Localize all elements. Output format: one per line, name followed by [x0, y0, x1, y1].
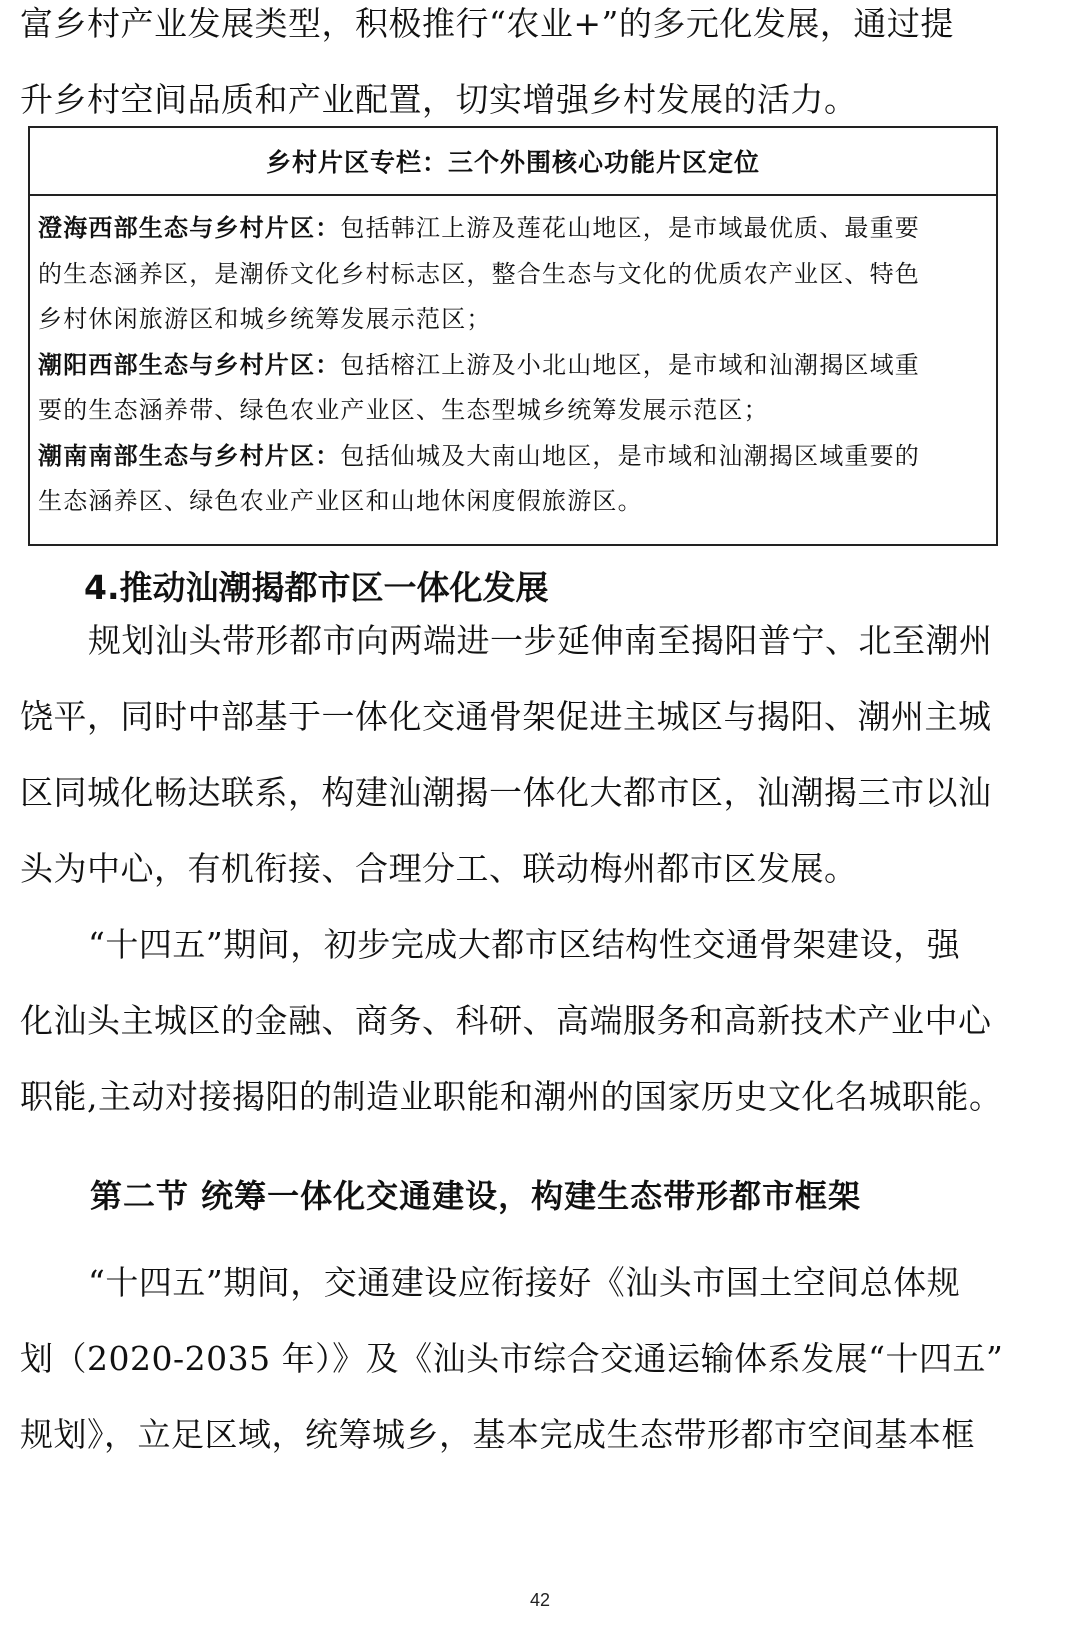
paragraph-line: 规划汕头带形都市向两端进一步延伸南至揭阳普宁、北至潮州	[88, 621, 993, 660]
zone-entry	[38, 434, 986, 480]
paragraph-line: 化汕头主城区的金融、商务、科研、高端服务和高新技术产业中心	[20, 1001, 992, 1040]
page-number: 42	[529, 1590, 551, 1610]
zone-description: 包括仙城及大南山地区，是市域和汕潮揭区域重要的	[340, 441, 921, 470]
zone-description: 包括榕江上游及小北山地区，是市域和汕潮揭区域重	[340, 350, 921, 379]
intro-line-1: 富乡村产业发展类型，积极推行“农业+”的多元化发展，通过提	[20, 4, 954, 43]
paragraph-line: 饶平，同时中部基于一体化交通骨架促进主城区与揭阳、潮州主城	[20, 697, 992, 736]
paragraph-line: “十四五”期间，初步完成大都市区结构性交通骨架建设，强	[88, 925, 961, 964]
zone-entry	[38, 206, 986, 252]
paragraph-line: 区同城化畅达联系，构建汕潮揭一体化大都市区，汕潮揭三市以汕	[20, 773, 992, 812]
zone-name: 澄海西部生态与乡村片区：	[38, 214, 341, 242]
column-box-body	[30, 196, 996, 525]
zone-description: 包括韩江上游及莲花山地区，是市域最优质、最重要	[340, 214, 921, 242]
paragraph-line: “十四五”期间，交通建设应衔接好《汕头市国土空间总体规	[88, 1263, 961, 1302]
subsection-heading: 4.推动汕潮揭都市区一体化发展	[84, 568, 549, 607]
paragraph-line: 规划》，立足区域，统筹城乡，基本完成生态带形都市空间基本框	[20, 1415, 975, 1454]
paragraph-line: 职能,主动对接揭阳的制造业职能和潮州的国家历史文化名城职能。	[20, 1077, 1003, 1116]
column-box-title: 乡村片区专栏：三个外围核心功能片区定位	[30, 128, 996, 196]
zone-entry	[38, 343, 986, 389]
zone-description-line: 要的生态涵养带、绿色农业产业区、生态型城乡统筹发展示范区；	[38, 396, 769, 424]
rural-zone-column-box	[28, 126, 998, 546]
zone-description-line: 生态涵养区、绿色农业产业区和山地休闲度假旅游区。	[38, 487, 643, 515]
zone-description-line: 的生态涵养区，是潮侨文化乡村标志区，整合生态与文化的优质农产业区、特色	[38, 259, 920, 288]
zone-description-line: 乡村休闲旅游区和城乡统筹发展示范区；	[38, 305, 492, 333]
paragraph-line: 划（2020-2035 年）》及《汕头市综合交通运输体系发展“十四五”	[20, 1339, 1004, 1378]
section-heading: 第二节 统筹一体化交通建设，构建生态带形都市框架	[90, 1177, 862, 1215]
zone-name: 潮阳西部生态与乡村片区：	[38, 350, 341, 379]
intro-line-2: 升乡村空间品质和产业配置，切实增强乡村发展的活力。	[20, 80, 858, 119]
paragraph-line: 头为中心，有机衔接、合理分工、联动梅州都市区发展。	[20, 849, 858, 888]
zone-name: 潮南南部生态与乡村片区：	[38, 441, 341, 470]
